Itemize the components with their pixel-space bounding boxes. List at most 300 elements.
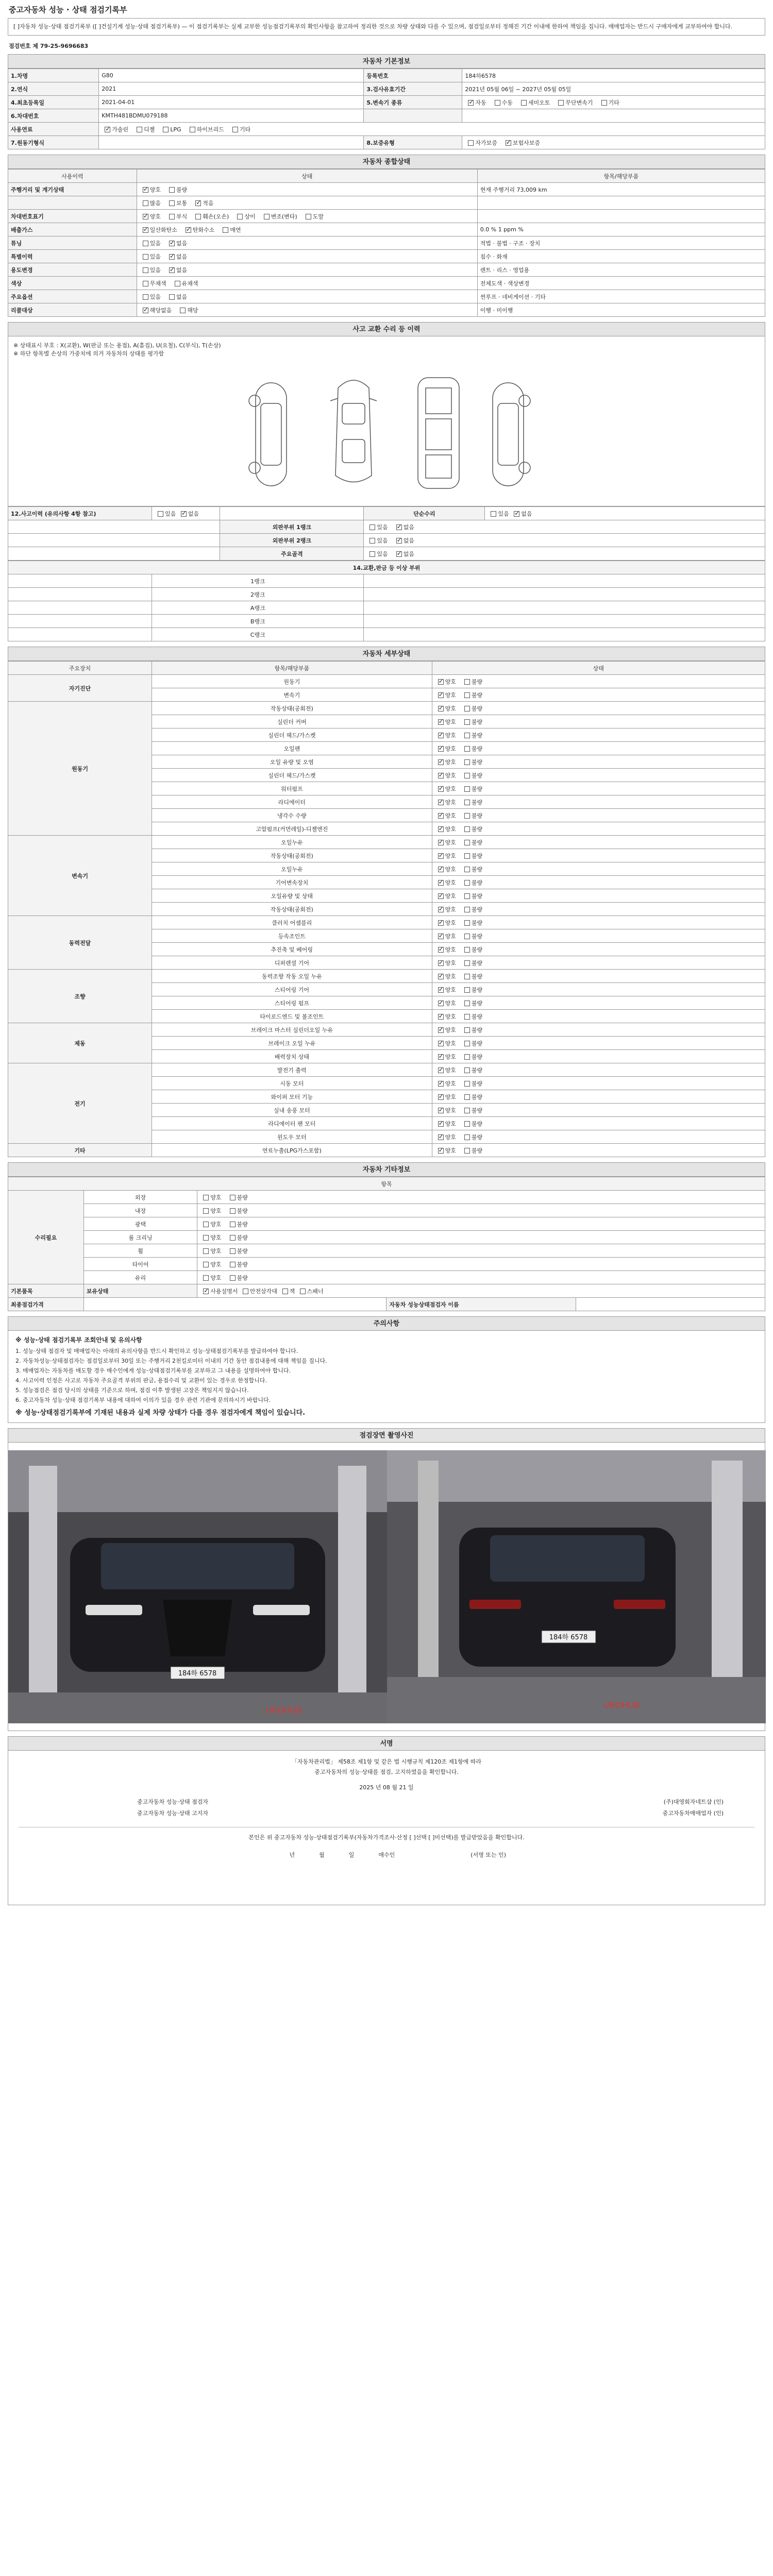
doc-number-label: 점검번호 제: [9, 43, 38, 49]
detail-status-6-3: [432, 1104, 765, 1117]
repair-no-checkbox: [514, 511, 519, 517]
section-basic-info: 자동차 기본정보: [8, 54, 765, 69]
detail-5-0-opt-0-checkbox: [438, 1027, 444, 1033]
notifier-label: 중고자동차 성능·상태 고지자: [137, 1810, 209, 1817]
status-head-0: 사용이력: [8, 170, 137, 183]
detail-status-2-5: [432, 903, 765, 916]
panel-spacer-2: [8, 547, 220, 561]
detail-status-1-7: [432, 795, 765, 809]
detail-1-6-opt-1-label: 불량: [471, 785, 483, 792]
note-line-0: 1. 성능·상태 점검자 및 매매업자는 아래의 유의사항을 반드시 확인하고 성능·상태점검기록부를 발급하여야 합니다.: [15, 1348, 298, 1354]
trans-opt-2-checkbox: [521, 100, 527, 106]
detail-item-3-2: 추진축 및 베어링: [152, 943, 432, 956]
detail-status-2-3: [432, 876, 765, 889]
detail-6-0-opt-1-label: 불량: [471, 1066, 483, 1074]
basic-items-status-label: 보유상태: [83, 1284, 197, 1298]
detail-status-5-1: [432, 1037, 765, 1050]
price-note-label: 자동차 성능상태점검자 이름: [386, 1298, 576, 1311]
detail-status-5-0: [432, 1023, 765, 1037]
rank-spacer-0: [8, 574, 152, 588]
rank-spacer-3: [8, 615, 152, 628]
other-item-1: 내장: [83, 1204, 197, 1217]
detail-3-1-opt-1-label: 불량: [471, 933, 483, 940]
photo-front-illustration: [8, 1450, 387, 1723]
status-6-opt-0-label: 있음: [149, 266, 161, 274]
status-0-opt-1-checkbox: [169, 187, 175, 193]
status-3-opt-0-checkbox: [143, 227, 148, 233]
rank-parts-3: [364, 615, 765, 628]
other-status-3: [197, 1231, 765, 1244]
detail-6-2-opt-0-checkbox: [438, 1094, 444, 1100]
other-5-opt-0-checkbox: [203, 1262, 209, 1267]
detail-5-2-opt-0-checkbox: [438, 1054, 444, 1060]
basic-info-table: [8, 69, 765, 149]
detail-status-6-5: [432, 1130, 765, 1144]
detail-status-6-4: [432, 1117, 765, 1130]
section-accident-history: 사고 교환 수리 등 이력: [8, 322, 765, 336]
legend-line-2: ※ 하단 항목별 손상의 가중치에 의거 자동차의 상태를 평가함: [13, 350, 164, 357]
detail-item-1-7: 라디에이터: [152, 795, 432, 809]
rank-label-0: 1랭크: [152, 574, 364, 588]
detail-1-7-opt-0-label: 양호: [445, 799, 456, 806]
detail-status-6-1: [432, 1077, 765, 1090]
basic-key2-0: 등록번호: [364, 69, 462, 82]
detail-1-5-opt-1-checkbox: [464, 773, 470, 778]
detail-2-4-opt-1-checkbox: [464, 893, 470, 899]
basic-value2-0: 184하6578: [462, 69, 765, 82]
status-1-opt-0-checkbox: [143, 200, 148, 206]
other-0-opt-1-label: 불량: [237, 1194, 248, 1201]
status-options-4: [137, 236, 477, 250]
status-2-opt-4-checkbox: [264, 214, 270, 219]
buyer-month: 월: [319, 1852, 325, 1858]
fuel-opt-3-label: 하이브리드: [196, 126, 224, 133]
detail-5-0-opt-1-label: 불량: [471, 1026, 483, 1033]
status-0-opt-0-label: 양호: [149, 186, 161, 193]
detail-2-4-opt-0-label: 양호: [445, 892, 456, 900]
buyer-row: [19, 1850, 754, 1860]
detail-5-2-opt-0-label: 양호: [445, 1053, 456, 1060]
detail-5-2-opt-1-label: 불량: [471, 1053, 483, 1060]
detail-status-1-6: [432, 782, 765, 795]
detail-item-1-3: 오일팬: [152, 742, 432, 755]
detail-item-3-3: 디퍼렌셜 기어: [152, 956, 432, 970]
other-status-2: [197, 1217, 765, 1231]
detail-4-3-opt-1-label: 불량: [471, 1013, 483, 1020]
other-4-opt-0-label: 양호: [210, 1247, 222, 1255]
note-line-3: 4. 사고이력 인정은 사고로 자동차 주요골격 부위의 판금, 용접수리 및 교환이 있는 경우로 한정합니다.: [15, 1377, 267, 1384]
detail-1-9-opt-1-checkbox: [464, 826, 470, 832]
basic-value-1: 2021: [99, 82, 364, 96]
detail-status-0-0: [432, 675, 765, 688]
detail-2-4-opt-1-label: 불량: [471, 892, 483, 900]
detail-status-table: [8, 661, 765, 1157]
other-6-opt-1-checkbox: [230, 1275, 236, 1281]
panel-spacer-0: [8, 520, 220, 534]
basic-key2-4: 8.보증유형: [364, 136, 462, 149]
detail-1-5-opt-0-checkbox: [438, 773, 444, 778]
other-item-5: 타이어: [83, 1258, 197, 1271]
trans-opt-1-label: 수동: [501, 99, 513, 106]
detail-1-1-opt-0-label: 양호: [445, 718, 456, 725]
status-2-opt-1-checkbox: [169, 214, 175, 219]
basic-key2-3: [364, 109, 462, 123]
detail-1-8-opt-0-checkbox: [438, 813, 444, 819]
detail-2-4-opt-0-checkbox: [438, 893, 444, 899]
detail-item-6-3: 실내 송풍 모터: [152, 1104, 432, 1117]
note-line-1: 2. 자동차성능·상태점검자는 점검일로부터 30일 또는 주행거리 2천킬로미터 이내의 기간 동안 점검내용에 대해 책임을 집니다.: [15, 1358, 327, 1364]
notes-box: [8, 1331, 765, 1423]
fuel-opt-2-checkbox: [163, 127, 169, 132]
detail-item-1-4: 오일 유량 및 오염: [152, 755, 432, 769]
panel-key-1: 외판부위 2랭크: [220, 534, 364, 547]
inspector-label: 중고자동차 성능·상태 점검자: [137, 1799, 209, 1805]
rank-parts-4: [364, 628, 765, 641]
warranty-opt-1-checkbox: [506, 140, 511, 146]
detail-4-1-opt-0-checkbox: [438, 987, 444, 993]
status-extra-9: 이행 · 미이행: [477, 303, 765, 317]
other-2-opt-0-label: 양호: [210, 1221, 222, 1228]
repair-options: [485, 507, 765, 520]
detail-5-1-opt-0-label: 양호: [445, 1040, 456, 1047]
status-7-opt-0-label: 무채색: [149, 280, 166, 287]
detail-1-6-opt-0-checkbox: [438, 786, 444, 792]
fuel-label: 사용연료: [8, 123, 99, 136]
detail-3-0-opt-1-label: 불량: [471, 919, 483, 926]
panel-0-opt-1-checkbox: [396, 524, 402, 530]
other-item-3: 룸 크리닝: [83, 1231, 197, 1244]
status-8-opt-1-checkbox: [169, 294, 175, 300]
detail-status-6-0: [432, 1063, 765, 1077]
detail-head-0: 주요장치: [8, 662, 152, 675]
other-status-5: [197, 1258, 765, 1271]
status-9-opt-1-checkbox: [180, 308, 186, 313]
rank-label-2: A랭크: [152, 601, 364, 615]
status-1-opt-0-label: 많음: [149, 199, 161, 207]
trans-opt-4-checkbox: [601, 100, 607, 106]
basic-value2-1: 2021년 05월 06일 ~ 2027년 05월 05일: [462, 82, 765, 96]
detail-1-3-opt-1-label: 불량: [471, 745, 483, 752]
panel-options-2: [364, 547, 765, 561]
detail-6-5-opt-0-label: 양호: [445, 1133, 456, 1141]
detail-0-1-opt-0-checkbox: [438, 692, 444, 698]
detail-4-0-opt-0-checkbox: [438, 974, 444, 979]
detail-2-3-opt-1-checkbox: [464, 880, 470, 886]
detail-status-2-2: [432, 862, 765, 876]
detail-1-8-opt-1-checkbox: [464, 813, 470, 819]
detail-0-0-opt-0-label: 양호: [445, 678, 456, 685]
status-options-9: [137, 303, 477, 317]
detail-2-0-opt-0-checkbox: [438, 840, 444, 845]
notifier-name: 중고자동차매매업자 (인): [662, 1810, 724, 1817]
document-page: [8, 0, 765, 1905]
status-key-0: 주행거리 및 계기상태: [8, 183, 137, 196]
detail-group-4: 조향: [8, 970, 152, 1023]
status-extra-0: 현재 주행거리 73,009 km: [477, 183, 765, 196]
photo-front-plate: 184하 6578: [178, 1670, 217, 1677]
panel-2-opt-1-label: 없음: [403, 550, 414, 557]
detail-2-3-opt-0-checkbox: [438, 880, 444, 886]
other-status-4: [197, 1244, 765, 1258]
detail-6-5-opt-0-checkbox: [438, 1134, 444, 1140]
detail-6-3-opt-0-checkbox: [438, 1108, 444, 1113]
detail-item-5-1: 브레이크 오일 누유: [152, 1037, 432, 1050]
detail-1-1-opt-1-checkbox: [464, 719, 470, 725]
detail-head-2: 상태: [432, 662, 765, 675]
detail-item-1-6: 워터펌프: [152, 782, 432, 795]
rank-parts-2: [364, 601, 765, 615]
detail-2-1-opt-0-label: 양호: [445, 852, 456, 859]
detail-7-0-opt-1-label: 불량: [471, 1147, 483, 1154]
detail-1-0-opt-1-label: 불량: [471, 705, 483, 712]
detail-item-5-2: 배력장치 상태: [152, 1050, 432, 1063]
detail-6-0-opt-0-label: 양호: [445, 1066, 456, 1074]
detail-4-1-opt-1-label: 불량: [471, 986, 483, 993]
other-4-opt-1-checkbox: [230, 1248, 236, 1254]
other-2-opt-1-checkbox: [230, 1222, 236, 1227]
other-0-opt-1-checkbox: [230, 1195, 236, 1200]
status-extra-1: [477, 196, 765, 210]
status-9-opt-1-label: 해당: [187, 307, 198, 314]
detail-0-0-opt-0-checkbox: [438, 679, 444, 685]
page-title: 중고자동차 성능 · 상태 점검기록부: [9, 5, 127, 14]
status-2-opt-3-checkbox: [237, 214, 243, 219]
detail-5-1-opt-1-checkbox: [464, 1041, 470, 1046]
detail-status-2-0: [432, 836, 765, 849]
other-status-0: [197, 1191, 765, 1204]
detail-status-3-2: [432, 943, 765, 956]
detail-status-4-0: [432, 970, 765, 983]
photo-rear-illustration: [387, 1450, 766, 1723]
detail-item-4-1: 스티어링 기어: [152, 983, 432, 996]
status-3-opt-1-checkbox: [186, 227, 191, 233]
status-4-opt-0-checkbox: [143, 241, 148, 246]
accident-yes-checkbox: [158, 511, 163, 517]
detail-status-0-1: [432, 688, 765, 702]
other-4-opt-0-checkbox: [203, 1248, 209, 1254]
detail-status-6-2: [432, 1090, 765, 1104]
sign-line-1: 「자동차관리법」 제58조 제1항 및 같은 법 시행규칙 제120조 제1항에 따라: [291, 1758, 482, 1765]
final-price-label: 최종점검가격: [8, 1298, 84, 1311]
section-photos: 점검장면 촬영사진: [8, 1428, 765, 1443]
car-outline-diagram: [8, 336, 766, 506]
detail-item-3-0: 클러치 어셈블리: [152, 916, 432, 929]
basic-items-list: [197, 1284, 765, 1298]
other-1-opt-1-checkbox: [230, 1208, 236, 1214]
status-options-6: [137, 263, 477, 277]
doc-number-value: 79-25-9696683: [40, 43, 89, 49]
fuel-opt-2-label: LPG: [170, 126, 181, 133]
status-0-opt-1-label: 불량: [176, 186, 188, 193]
fuel-opt-3-checkbox: [190, 127, 195, 132]
detail-group-1: 원동기: [8, 702, 152, 836]
fuel-options: [99, 123, 765, 136]
detail-head-1: 항목/해당부품: [152, 662, 432, 675]
status-extra-8: 썬루프 · 네비게이션 · 기타: [477, 290, 765, 303]
status-0-opt-0-checkbox: [143, 187, 148, 193]
panel-0-opt-0-label: 있음: [377, 523, 388, 531]
fuel-opt-1-checkbox: [137, 127, 142, 132]
basic-item-1: 안전삼각대: [249, 1287, 278, 1295]
warranty-opt-1-label: 보험사보증: [512, 139, 541, 146]
section-sign: 서명: [8, 1736, 765, 1751]
basic-value2-3: [462, 109, 765, 123]
detail-4-1-opt-1-checkbox: [464, 987, 470, 993]
buyer-year: 년: [289, 1852, 295, 1858]
status-5-opt-1-label: 없음: [176, 253, 188, 260]
accident-no-checkbox: [181, 511, 187, 517]
detail-1-2-opt-0-label: 양호: [445, 732, 456, 739]
note-line-5: 6. 중고자동차 성능·상태 점검기록부 내용에 대하여 이의가 있을 경우 관련 기관에 문의하시기 바랍니다.: [15, 1397, 271, 1403]
status-options-1: [137, 196, 477, 210]
detail-6-4-opt-1-label: 불량: [471, 1120, 483, 1127]
panel-1-opt-1-label: 없음: [403, 537, 414, 544]
status-key-2: 차대번호표기: [8, 210, 137, 223]
detail-item-0-1: 변속기: [152, 688, 432, 702]
detail-1-9-opt-0-label: 양호: [445, 825, 456, 833]
other-item-0: 외장: [83, 1191, 197, 1204]
trans-opt-0-label: 자동: [475, 99, 486, 106]
rank-spacer-2: [8, 601, 152, 615]
status-5-opt-1-checkbox: [169, 254, 175, 260]
buyer-day: 일: [348, 1852, 355, 1858]
photo-rear-brand: UROHUB: [603, 1700, 640, 1710]
panel-1-opt-1-checkbox: [396, 538, 402, 544]
detail-6-5-opt-1-label: 불량: [471, 1133, 483, 1141]
status-head-1: 상태: [137, 170, 477, 183]
detail-6-3-opt-1-checkbox: [464, 1108, 470, 1113]
status-key-8: 주요옵션: [8, 290, 137, 303]
detail-6-4-opt-0-label: 양호: [445, 1120, 456, 1127]
detail-1-0-opt-0-label: 양호: [445, 705, 456, 712]
status-9-opt-0-label: 해당없음: [149, 307, 172, 314]
detail-item-2-5: 작동상태(공회전): [152, 903, 432, 916]
panel-0-opt-1-label: 없음: [403, 523, 414, 531]
detail-status-2-4: [432, 889, 765, 903]
other-5-opt-0-label: 양호: [210, 1261, 222, 1268]
status-key-9: 리콜대상: [8, 303, 137, 317]
detail-6-1-opt-0-checkbox: [438, 1081, 444, 1087]
basic-key-2: 4.최초등록일: [8, 96, 99, 109]
status-extra-7: 전체도색 · 색상변경: [477, 277, 765, 290]
detail-item-2-0: 오일누유: [152, 836, 432, 849]
detail-status-4-2: [432, 996, 765, 1010]
detail-1-9-opt-1-label: 불량: [471, 825, 483, 833]
detail-1-5-opt-0-label: 양호: [445, 772, 456, 779]
detail-2-5-opt-1-label: 불량: [471, 906, 483, 913]
detail-group-5: 제동: [8, 1023, 152, 1063]
detail-item-6-5: 윈도우 모터: [152, 1130, 432, 1144]
fuel-opt-4-checkbox: [232, 127, 238, 132]
status-key-5: 특별이력: [8, 250, 137, 263]
detail-5-0-opt-1-checkbox: [464, 1027, 470, 1033]
status-1-opt-2-checkbox: [195, 200, 201, 206]
accident-no-label: 없음: [188, 510, 199, 517]
detail-1-0-opt-1-checkbox: [464, 706, 470, 711]
note-line-4: 5. 성능점검은 점검 당시의 상태를 기준으로 하며, 점검 이후 발생된 고장은 책임지지 않습니다.: [15, 1387, 249, 1394]
detail-item-1-5: 실린더 헤드/가스켓: [152, 769, 432, 782]
sign-box: [8, 1751, 765, 1905]
status-1-opt-1-label: 보통: [176, 199, 188, 207]
receipt-text: 본인은 위 중고자동차 성능·상태점검기록부(자동차가격조사·산정 [ ]선택 [ ]미선택)를 발급받았음을 확인합니다.: [248, 1834, 525, 1841]
detail-status-1-0: [432, 702, 765, 715]
detail-3-2-opt-0-label: 양호: [445, 946, 456, 953]
other-4-opt-1-label: 불량: [237, 1247, 248, 1255]
detail-1-4-opt-1-label: 불량: [471, 758, 483, 766]
detail-item-6-0: 발전기 출력: [152, 1063, 432, 1077]
detail-item-0-0: 원동기: [152, 675, 432, 688]
detail-4-0-opt-1-checkbox: [464, 974, 470, 979]
status-extra-5: 침수 · 화재: [477, 250, 765, 263]
status-6-opt-0-checkbox: [143, 267, 148, 273]
other-3-opt-0-label: 양호: [210, 1234, 222, 1241]
detail-status-1-5: [432, 769, 765, 782]
basic-item-checkbox-3: [300, 1289, 306, 1294]
rank-label-1: 2랭크: [152, 588, 364, 601]
basic-key-4: 7.원동기형식: [8, 136, 99, 149]
accident-yes-label: 있음: [165, 510, 176, 517]
other-6-opt-1-label: 불량: [237, 1274, 248, 1281]
sign-date: 2025 년 08 월 21 일: [359, 1784, 414, 1791]
sign-line-2: 중고자동차의 성능·상태를 점검, 고지하였음을 확인합니다.: [314, 1769, 459, 1775]
detail-item-7-0: 연료누출(LPG가스포함): [152, 1144, 432, 1157]
status-3-opt-0-label: 일산화탄소: [149, 226, 177, 233]
other-item-2: 광택: [83, 1217, 197, 1231]
detail-item-3-1: 등속조인트: [152, 929, 432, 943]
status-4-opt-0-label: 있음: [149, 240, 161, 247]
other-status-1: [197, 1204, 765, 1217]
detail-group-7: 기타: [8, 1144, 152, 1157]
status-options-5: [137, 250, 477, 263]
other-5-opt-1-label: 불량: [237, 1261, 248, 1268]
detail-status-1-2: [432, 728, 765, 742]
detail-7-0-opt-1-checkbox: [464, 1148, 470, 1154]
detail-1-6-opt-0-label: 양호: [445, 785, 456, 792]
other-info-table: [8, 1177, 765, 1311]
repair-no-label: 없음: [521, 510, 532, 517]
detail-6-1-opt-1-checkbox: [464, 1081, 470, 1087]
note-line-2: 3. 매매업자는 자동차를 매도할 경우 매수인에게 성능·상태점검기록부를 교부하고 그 내용을 설명하여야 합니다.: [15, 1367, 291, 1374]
warranty-opt-0-checkbox: [468, 140, 474, 146]
detail-2-0-opt-1-checkbox: [464, 840, 470, 845]
detail-1-6-opt-1-checkbox: [464, 786, 470, 792]
detail-6-4-opt-1-checkbox: [464, 1121, 470, 1127]
detail-item-1-8: 냉각수 수량: [152, 809, 432, 822]
detail-3-2-opt-1-checkbox: [464, 947, 470, 953]
detail-3-1-opt-1-checkbox: [464, 934, 470, 939]
detail-4-3-opt-1-checkbox: [464, 1014, 470, 1020]
basic-value-0: G80: [99, 69, 364, 82]
status-options-3: [137, 223, 477, 236]
status-7-opt-1-checkbox: [175, 281, 180, 286]
detail-1-9-opt-0-checkbox: [438, 826, 444, 832]
detail-status-4-3: [432, 1010, 765, 1023]
status-2-opt-5-label: 도말: [312, 213, 324, 220]
detail-7-0-opt-0-label: 양호: [445, 1147, 456, 1154]
basic-item-checkbox-2: [282, 1289, 288, 1294]
detail-2-5-opt-1-checkbox: [464, 907, 470, 912]
status-5-opt-0-label: 있음: [149, 253, 161, 260]
photo-rear-plate: 184하 6578: [549, 1634, 588, 1641]
warranty-opt-0-label: 자가보증: [475, 139, 497, 146]
detail-3-0-opt-0-label: 양호: [445, 919, 456, 926]
status-5-opt-0-checkbox: [143, 254, 148, 260]
status-4-opt-1-label: 없음: [176, 240, 188, 247]
basic-value2-4: [462, 136, 765, 149]
rank-label-3: B랭크: [152, 615, 364, 628]
detail-1-4-opt-0-label: 양호: [445, 758, 456, 766]
status-6-opt-1-checkbox: [169, 267, 175, 273]
